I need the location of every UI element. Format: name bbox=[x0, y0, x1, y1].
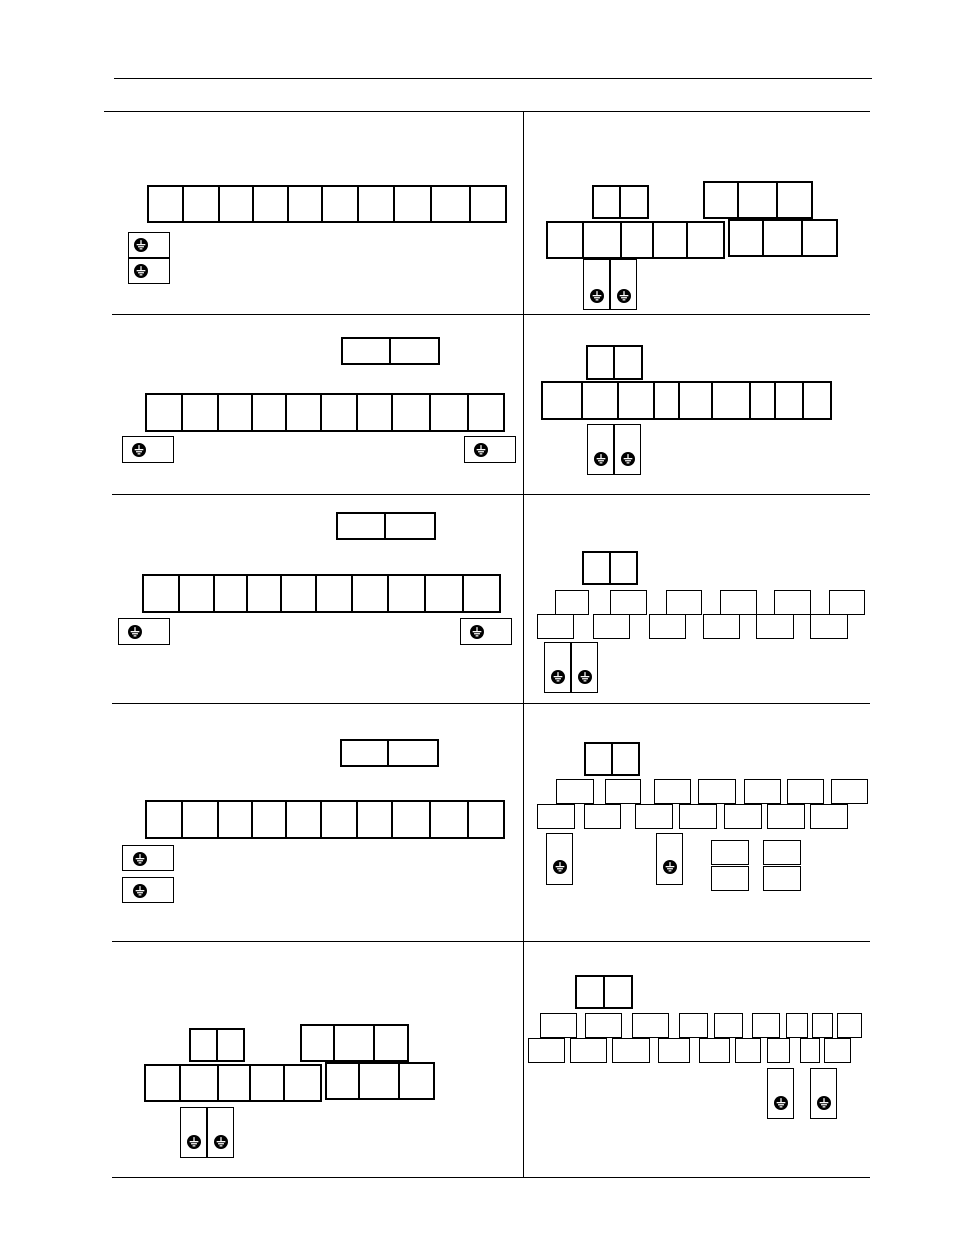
terminal-cell bbox=[340, 739, 389, 767]
ground-terminal bbox=[614, 424, 641, 475]
terminal-cell bbox=[283, 1064, 322, 1102]
terminal-cell bbox=[593, 614, 630, 639]
terminal-cell bbox=[251, 393, 287, 432]
terminal-cell bbox=[252, 185, 289, 223]
terminal-cell bbox=[686, 221, 725, 259]
terminal-cell bbox=[632, 1013, 669, 1038]
ground-terminal bbox=[546, 833, 573, 885]
terminal-cell bbox=[698, 779, 736, 804]
ground-terminal bbox=[767, 1068, 794, 1119]
terminal-cell bbox=[393, 185, 432, 223]
ground-symbol-icon bbox=[620, 451, 636, 467]
terminal-cell bbox=[246, 574, 282, 613]
terminal-cell bbox=[749, 381, 776, 420]
ground-terminal bbox=[460, 618, 512, 645]
terminal-cell bbox=[582, 551, 611, 585]
terminal-cell bbox=[610, 590, 647, 615]
terminal-cell bbox=[469, 185, 507, 223]
terminal-cell bbox=[652, 221, 688, 259]
terminal-cell bbox=[801, 219, 838, 257]
terminal-cell bbox=[147, 185, 184, 223]
ground-terminal bbox=[128, 232, 170, 258]
terminal-cell bbox=[217, 800, 253, 839]
table-top-border bbox=[104, 111, 870, 112]
terminal-cell bbox=[142, 574, 180, 613]
terminal-cell bbox=[398, 1062, 435, 1100]
terminal-cell bbox=[336, 512, 386, 540]
terminal-cell bbox=[774, 381, 804, 420]
terminal-cell bbox=[724, 804, 762, 829]
terminal-cell bbox=[812, 1013, 833, 1038]
ground-symbol-icon bbox=[132, 883, 148, 899]
ground-terminal bbox=[180, 1107, 207, 1158]
terminal-cell bbox=[555, 590, 589, 615]
terminal-cell bbox=[679, 804, 717, 829]
table-bottom-border bbox=[112, 1177, 870, 1178]
terminal-cell bbox=[802, 381, 832, 420]
terminal-cell bbox=[800, 1038, 820, 1063]
terminal-cell bbox=[391, 800, 431, 839]
ground-terminal bbox=[583, 259, 610, 310]
terminal-cell bbox=[763, 866, 801, 891]
terminal-cell bbox=[699, 1038, 730, 1063]
terminal-cell bbox=[767, 1038, 790, 1063]
terminal-cell bbox=[387, 574, 426, 613]
terminal-cell bbox=[424, 574, 464, 613]
terminal-cell bbox=[467, 393, 505, 432]
terminal-cell bbox=[287, 185, 323, 223]
terminal-cell bbox=[776, 181, 813, 219]
terminal-cell bbox=[649, 614, 686, 639]
terminal-cell bbox=[144, 1064, 181, 1102]
terminal-cell bbox=[145, 393, 183, 432]
terminal-cell bbox=[703, 614, 740, 639]
terminal-cell bbox=[824, 1038, 851, 1063]
terminal-cell bbox=[333, 1024, 375, 1062]
ground-symbol-icon bbox=[131, 442, 147, 458]
terminal-cell bbox=[612, 1038, 650, 1063]
ground-symbol-icon bbox=[186, 1134, 202, 1150]
terminal-cell bbox=[462, 574, 501, 613]
ground-terminal bbox=[207, 1107, 234, 1158]
terminal-cell bbox=[786, 1013, 808, 1038]
terminal-cell bbox=[384, 512, 436, 540]
terminal-cell bbox=[249, 1064, 285, 1102]
terminal-cell bbox=[774, 590, 811, 615]
terminal-cell bbox=[280, 574, 317, 613]
terminal-cell bbox=[837, 1013, 862, 1038]
ground-terminal bbox=[810, 1068, 837, 1119]
terminal-cell bbox=[217, 1064, 251, 1102]
terminal-cell bbox=[711, 381, 751, 420]
terminal-cell bbox=[653, 381, 680, 420]
terminal-cell bbox=[391, 393, 431, 432]
terminal-cell bbox=[541, 381, 583, 420]
terminal-cell bbox=[315, 574, 353, 613]
ground-terminal bbox=[571, 642, 598, 693]
terminal-cell bbox=[654, 779, 691, 804]
terminal-cell bbox=[711, 840, 749, 865]
terminal-cell bbox=[603, 975, 633, 1009]
ground-symbol-icon bbox=[473, 442, 489, 458]
terminal-cell bbox=[358, 1062, 400, 1100]
terminal-cell bbox=[831, 779, 868, 804]
terminal-cell bbox=[658, 1038, 690, 1063]
ground-terminal bbox=[122, 877, 174, 903]
ground-terminal bbox=[656, 833, 683, 885]
terminal-cell bbox=[711, 866, 749, 891]
terminal-cell bbox=[285, 800, 322, 839]
terminal-cell bbox=[429, 393, 469, 432]
terminal-cell bbox=[620, 221, 654, 259]
ground-terminal bbox=[118, 618, 170, 645]
ground-symbol-icon bbox=[469, 624, 485, 640]
ground-symbol-icon bbox=[773, 1095, 789, 1111]
ground-symbol-icon bbox=[550, 669, 566, 685]
terminal-cell bbox=[592, 185, 621, 219]
ground-terminal bbox=[544, 642, 571, 693]
terminal-cell bbox=[829, 590, 865, 615]
terminal-cell bbox=[546, 221, 584, 259]
terminal-cell bbox=[582, 221, 622, 259]
terminal-cell bbox=[752, 1013, 780, 1038]
ground-terminal bbox=[122, 436, 174, 463]
ground-symbol-icon bbox=[127, 624, 143, 640]
ground-symbol-icon bbox=[616, 288, 632, 304]
ground-terminal bbox=[122, 845, 174, 871]
terminal-cell bbox=[611, 742, 640, 776]
terminal-cell bbox=[182, 185, 220, 223]
terminal-cell bbox=[556, 779, 594, 804]
terminal-cell bbox=[584, 742, 613, 776]
terminal-cell bbox=[145, 800, 183, 839]
column-divider bbox=[523, 111, 524, 1177]
terminal-cell bbox=[325, 1062, 360, 1100]
terminal-cell bbox=[605, 779, 641, 804]
terminal-cell bbox=[300, 1024, 335, 1062]
row-divider-1 bbox=[112, 314, 870, 315]
terminal-cell bbox=[285, 393, 322, 432]
terminal-cell bbox=[619, 185, 649, 219]
ground-symbol-icon bbox=[132, 851, 148, 867]
ground-symbol-icon bbox=[593, 451, 609, 467]
terminal-cell bbox=[666, 590, 702, 615]
terminal-cell bbox=[810, 804, 848, 829]
terminal-cell bbox=[787, 779, 824, 804]
terminal-cell bbox=[217, 393, 253, 432]
terminal-cell bbox=[356, 393, 393, 432]
terminal-cell bbox=[609, 551, 638, 585]
terminal-cell bbox=[540, 1013, 577, 1038]
terminal-cell bbox=[762, 219, 803, 257]
terminal-cell bbox=[179, 1064, 219, 1102]
terminal-cell bbox=[613, 345, 643, 380]
ground-symbol-icon bbox=[133, 237, 149, 253]
terminal-cell bbox=[720, 590, 757, 615]
terminal-cell bbox=[735, 1038, 761, 1063]
terminal-cell bbox=[216, 1028, 245, 1062]
terminal-cell bbox=[737, 181, 778, 219]
ground-symbol-icon bbox=[213, 1134, 229, 1150]
terminal-cell bbox=[714, 1013, 743, 1038]
terminal-cell bbox=[467, 800, 505, 839]
terminal-cell bbox=[357, 185, 395, 223]
terminal-cell bbox=[251, 800, 287, 839]
terminal-cell bbox=[528, 1038, 565, 1063]
ground-symbol-icon bbox=[552, 859, 568, 875]
header-rule bbox=[114, 78, 872, 79]
terminal-cell bbox=[679, 1013, 708, 1038]
ground-terminal bbox=[128, 258, 170, 284]
ground-terminal bbox=[464, 436, 516, 463]
terminal-cell bbox=[218, 185, 254, 223]
terminal-cell bbox=[321, 185, 359, 223]
row-divider-4 bbox=[112, 941, 870, 942]
terminal-cell bbox=[429, 800, 469, 839]
ground-symbol-icon bbox=[133, 263, 149, 279]
ground-symbol-icon bbox=[589, 288, 605, 304]
terminal-cell bbox=[575, 975, 605, 1009]
terminal-cell bbox=[341, 337, 391, 365]
ground-symbol-icon bbox=[816, 1095, 832, 1111]
ground-symbol-icon bbox=[577, 669, 593, 685]
row-divider-3 bbox=[112, 703, 870, 704]
terminal-cell bbox=[584, 804, 621, 829]
ground-terminal bbox=[610, 259, 637, 310]
terminal-cell bbox=[213, 574, 248, 613]
terminal-cell bbox=[389, 337, 440, 365]
terminal-cell bbox=[767, 804, 805, 829]
terminal-cell bbox=[320, 393, 358, 432]
terminal-cell bbox=[581, 381, 619, 420]
terminal-cell bbox=[356, 800, 393, 839]
terminal-cell bbox=[728, 219, 764, 257]
terminal-cell bbox=[635, 804, 673, 829]
terminal-cell bbox=[756, 614, 794, 639]
terminal-cell bbox=[189, 1028, 218, 1062]
row-divider-2 bbox=[112, 494, 870, 495]
terminal-cell bbox=[703, 181, 739, 219]
terminal-cell bbox=[181, 800, 219, 839]
terminal-cell bbox=[585, 1013, 622, 1038]
terminal-cell bbox=[373, 1024, 409, 1062]
ground-terminal bbox=[587, 424, 614, 475]
terminal-cell bbox=[570, 1038, 607, 1063]
terminal-cell bbox=[537, 614, 574, 639]
terminal-cell bbox=[744, 779, 781, 804]
terminal-cell bbox=[387, 739, 439, 767]
terminal-cell bbox=[763, 840, 801, 865]
ground-symbol-icon bbox=[662, 859, 678, 875]
terminal-cell bbox=[181, 393, 219, 432]
terminal-cell bbox=[430, 185, 471, 223]
terminal-cell bbox=[320, 800, 358, 839]
terminal-cell bbox=[617, 381, 655, 420]
terminal-cell bbox=[537, 804, 575, 829]
terminal-cell bbox=[586, 345, 615, 380]
terminal-cell bbox=[810, 614, 848, 639]
terminal-cell bbox=[678, 381, 713, 420]
terminal-cell bbox=[178, 574, 215, 613]
terminal-cell bbox=[351, 574, 389, 613]
